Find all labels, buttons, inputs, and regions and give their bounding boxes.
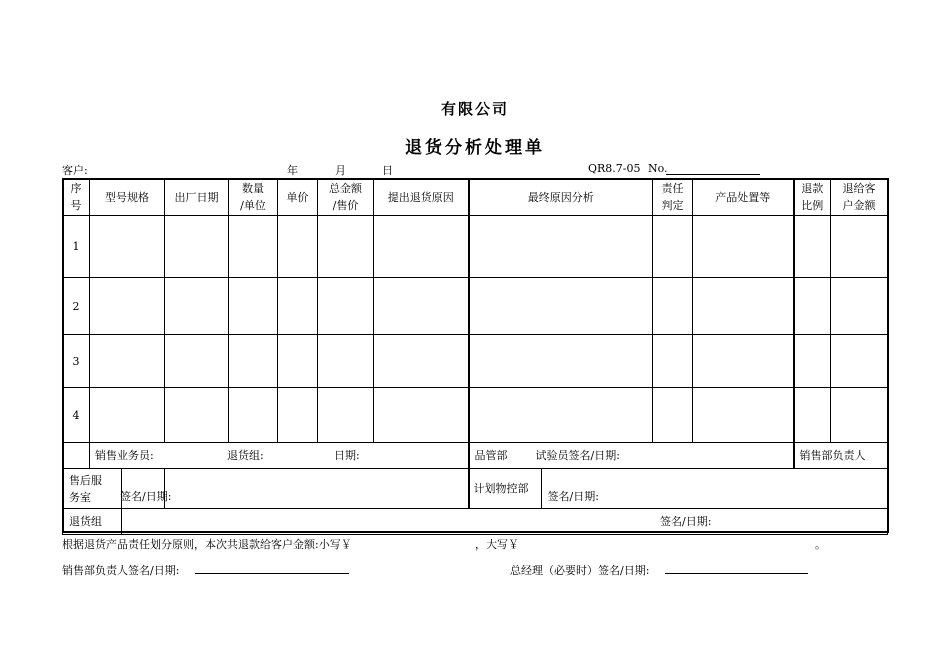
cell[interactable] <box>165 388 229 443</box>
after-sales-sign-cell[interactable] <box>120 469 469 509</box>
col-final-analysis: 最终原因分析 <box>469 179 653 216</box>
return-group-sign-label: 签名/日期: <box>660 515 712 528</box>
cell[interactable] <box>653 278 693 335</box>
after-sales-sign-label: 签名/日期: <box>120 490 172 503</box>
cell[interactable] <box>229 388 278 443</box>
cell[interactable] <box>374 278 469 335</box>
gm-sign-label: 总经理（必要时）签名/日期: <box>510 564 650 577</box>
return-group-row-label: 退货组 <box>69 515 102 528</box>
cell[interactable] <box>831 278 888 335</box>
cell[interactable] <box>693 278 794 335</box>
col-refund-ratio: 退款 比例 <box>794 179 831 216</box>
refund-lower-label: 根据退货产品责任划分原则，本次共退款给客户金额:小写￥ <box>62 538 352 551</box>
cell[interactable] <box>794 278 831 335</box>
form-code: QR8.7-05 <box>588 162 641 175</box>
cell[interactable] <box>794 216 831 278</box>
col-quantity: 数量 /单位 <box>229 179 278 216</box>
cell[interactable] <box>165 335 229 388</box>
cell[interactable] <box>469 388 653 443</box>
refund-end-mark: 。 <box>815 538 826 551</box>
row-number: 4 <box>63 388 90 443</box>
cell[interactable] <box>318 388 374 443</box>
return-group-row <box>63 509 888 535</box>
cell[interactable] <box>794 388 831 443</box>
qc-sign-cell[interactable] <box>469 443 794 469</box>
date-label: 日期: <box>334 449 360 462</box>
col-total: 总金额 /售价 <box>318 179 374 216</box>
cell[interactable] <box>374 216 469 278</box>
company-name: 有限公司 <box>440 100 509 118</box>
cell[interactable] <box>90 335 165 388</box>
col-disposal: 产品处置等 <box>693 179 794 216</box>
planning-label: 计划物控部 <box>473 482 529 495</box>
after-sales-cell[interactable]: 售后服 务室 <box>63 469 165 509</box>
cell[interactable] <box>831 388 888 443</box>
cell[interactable] <box>653 335 693 388</box>
cell[interactable] <box>278 335 318 388</box>
cell[interactable] <box>794 335 831 388</box>
cell[interactable] <box>831 335 888 388</box>
col-refund-amount: 退给客 户金额 <box>831 179 888 216</box>
cell[interactable] <box>90 216 165 278</box>
cell[interactable] <box>229 335 278 388</box>
cell[interactable] <box>469 278 653 335</box>
gm-sign-field[interactable] <box>665 563 808 574</box>
row-number: 2 <box>63 278 90 335</box>
cell[interactable] <box>318 278 374 335</box>
after-sales-label: 售后服 <box>69 473 102 487</box>
col-model: 型号规格 <box>90 179 165 216</box>
table-row <box>63 216 888 278</box>
tester-label: 试验员签名/日期: <box>535 449 620 462</box>
no-label: No. <box>648 162 668 175</box>
qc-dept-label: 品管部 <box>474 449 508 462</box>
sales-sign-cell[interactable] <box>90 443 469 469</box>
cell[interactable] <box>653 388 693 443</box>
refund-upper-label: ，大写￥ <box>475 538 519 551</box>
cell[interactable] <box>278 216 318 278</box>
cell[interactable] <box>693 388 794 443</box>
customer-label: 客户: <box>62 164 88 177</box>
planning-cell[interactable] <box>469 469 888 509</box>
cell[interactable] <box>278 278 318 335</box>
col-seq: 序 号 <box>63 179 90 216</box>
planning-sign-label: 签名/日期: <box>547 490 599 503</box>
cell[interactable] <box>318 216 374 278</box>
cell[interactable] <box>318 335 374 388</box>
day-label: 日 <box>382 164 393 177</box>
cell[interactable] <box>469 216 653 278</box>
form-title: 退货分析处理单 <box>405 138 545 158</box>
col-factory-date: 出厂日期 <box>165 179 229 216</box>
sign-row <box>63 443 888 469</box>
col-unit-price: 单价 <box>278 179 318 216</box>
cell[interactable] <box>229 278 278 335</box>
cell[interactable] <box>831 216 888 278</box>
after-sales-row <box>63 469 888 509</box>
cell[interactable] <box>374 335 469 388</box>
row-number: 1 <box>63 216 90 278</box>
sales-head-sign-field[interactable] <box>195 563 349 574</box>
cell[interactable] <box>693 216 794 278</box>
month-label: 月 <box>335 164 346 177</box>
year-label: 年 <box>287 164 298 177</box>
cell[interactable] <box>374 388 469 443</box>
cell[interactable] <box>278 388 318 443</box>
cell[interactable] <box>229 216 278 278</box>
cell[interactable] <box>469 335 653 388</box>
sales-head-label[interactable]: 销售部负责人 <box>794 443 888 469</box>
return-group-label: 退货组: <box>227 449 264 462</box>
cell[interactable] <box>693 335 794 388</box>
table-row <box>63 388 888 443</box>
return-group-cell[interactable] <box>63 509 888 535</box>
col-responsibility: 责任 判定 <box>653 179 693 216</box>
header-row <box>63 179 888 216</box>
sales-head-sign-label: 销售部负责人签名/日期: <box>62 564 180 577</box>
refund-summary <box>62 536 352 552</box>
cell[interactable] <box>653 216 693 278</box>
return-analysis-table <box>62 178 888 535</box>
no-field[interactable] <box>666 163 760 175</box>
table-row <box>63 335 888 388</box>
table-row <box>63 278 888 335</box>
cell[interactable] <box>165 278 229 335</box>
cell[interactable] <box>90 388 165 443</box>
cell[interactable] <box>165 216 229 278</box>
cell[interactable] <box>90 278 165 335</box>
sales-rep-label: 销售业务员: <box>95 449 154 462</box>
col-reason: 提出退货原因 <box>374 179 469 216</box>
row-number: 3 <box>63 335 90 388</box>
